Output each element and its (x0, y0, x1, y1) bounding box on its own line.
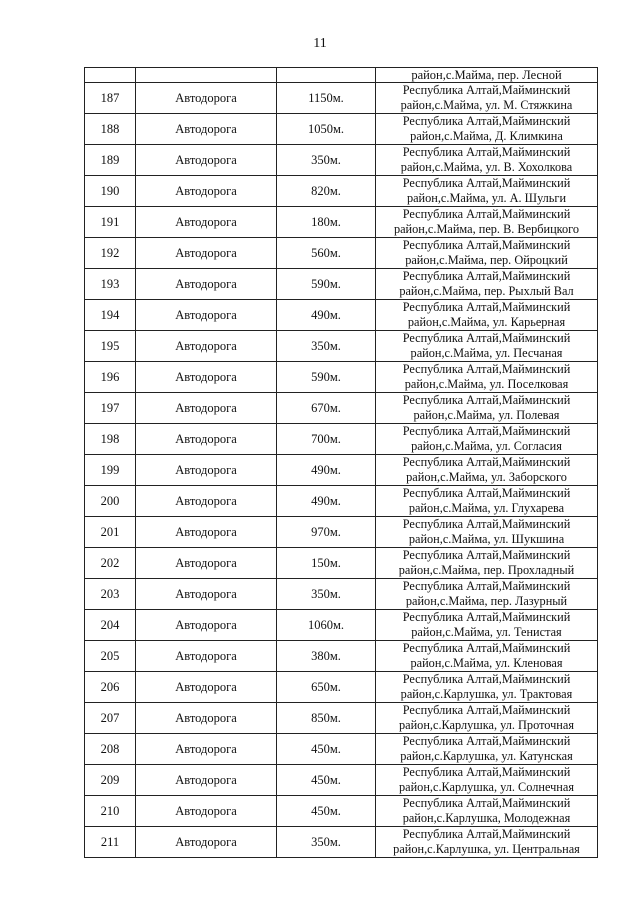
table-row (85, 517, 598, 548)
table-row (85, 765, 598, 796)
address-line: район,с.Карлушка, ул. Центральная (393, 842, 580, 856)
address-line: Республика Алтай,Майминский (402, 114, 571, 128)
cell-number: 209 (85, 765, 136, 796)
cell-type: Автодорога (136, 176, 277, 207)
address-line: Республика Алтай,Майминский (402, 610, 571, 624)
cell-type: Автодорога (136, 672, 277, 703)
cell-length: 560м. (277, 238, 376, 269)
table-row (85, 796, 598, 827)
address-line: Республика Алтай,Майминский (402, 83, 571, 97)
address-line: Республика Алтай,Майминский (402, 703, 571, 717)
cell-length: 350м. (277, 827, 376, 858)
page-number: 11 (313, 36, 327, 51)
cell-number: 198 (85, 424, 136, 455)
cell-number: 189 (85, 145, 136, 176)
address-line: район,с.Майма, ул. Полевая (413, 408, 560, 422)
cell-address (376, 796, 598, 827)
address-line: район,с.Майма, пер. Ойроцкий (405, 253, 568, 267)
cell-address (376, 83, 598, 114)
cell-length: 450м. (277, 765, 376, 796)
cell-type: Автодорога (136, 827, 277, 858)
address-line: Республика Алтай,Майминский (402, 455, 571, 469)
address-line: район,с.Майма, ул. М. Стяжкина (400, 98, 573, 112)
address-line: Республика Алтай,Майминский (402, 579, 571, 593)
table-row (85, 548, 598, 579)
cell-address (376, 238, 598, 269)
address-line: Республика Алтай,Майминский (402, 641, 571, 655)
cell-type: Автодорога (136, 362, 277, 393)
cell-number: 201 (85, 517, 136, 548)
cell-length: 670м. (277, 393, 376, 424)
address-line: район,с.Майма, ул. Согласия (411, 439, 562, 453)
cell-number: 193 (85, 269, 136, 300)
cell-address (376, 393, 598, 424)
cell-type: Автодорога (136, 83, 277, 114)
cell-type (136, 68, 277, 83)
cell-address (376, 610, 598, 641)
cell-number: 205 (85, 641, 136, 672)
cell-address (376, 672, 598, 703)
table-row (85, 734, 598, 765)
table-row (85, 703, 598, 734)
table-row (85, 827, 598, 858)
cell-address (376, 145, 598, 176)
cell-address (376, 300, 598, 331)
address-line: Республика Алтай,Майминский (402, 207, 571, 221)
cell-address (376, 734, 598, 765)
table-row (85, 114, 598, 145)
address-line: Республика Алтай,Майминский (402, 424, 571, 438)
cell-type: Автодорога (136, 455, 277, 486)
cell-length: 1150м. (277, 83, 376, 114)
cell-length (277, 68, 376, 83)
table-body (85, 68, 598, 858)
address-line: район,с.Майма, ул. В. Хохолкова (400, 160, 573, 174)
address-line: район,с.Майма, ул. Тенистая (411, 625, 562, 639)
cell-number: 210 (85, 796, 136, 827)
address-line: район,с.Майма, ул. Заборского (406, 470, 567, 484)
cell-address (376, 703, 598, 734)
cell-number: 191 (85, 207, 136, 238)
cell-length: 180м. (277, 207, 376, 238)
address-line: Республика Алтай,Майминский (402, 176, 571, 190)
cell-length: 590м. (277, 362, 376, 393)
cell-address (376, 641, 598, 672)
cell-address (376, 176, 598, 207)
table-row (85, 424, 598, 455)
cell-address (376, 424, 598, 455)
address-line: район,с.Майма, ул. Шукшина (408, 532, 565, 546)
cell-type: Автодорога (136, 579, 277, 610)
cell-type: Автодорога (136, 796, 277, 827)
address-line: район,с.Карлушка, ул. Катунская (400, 749, 573, 763)
address-line: Республика Алтай,Майминский (402, 672, 571, 686)
cell-length: 350м. (277, 331, 376, 362)
table-row (85, 300, 598, 331)
table-row (85, 269, 598, 300)
cell-length: 450м. (277, 734, 376, 765)
address-line: Республика Алтай,Майминский (402, 145, 571, 159)
cell-length: 970м. (277, 517, 376, 548)
address-line: Республика Алтай,Майминский (402, 362, 571, 376)
cell-type: Автодорога (136, 207, 277, 238)
cell-address (376, 548, 598, 579)
cell-type: Автодорога (136, 703, 277, 734)
table-row (85, 641, 598, 672)
cell-address (376, 269, 598, 300)
address-line: район,с.Карлушка, ул. Проточная (399, 718, 574, 732)
table-row (85, 145, 598, 176)
cell-number: 192 (85, 238, 136, 269)
cell-length: 820м. (277, 176, 376, 207)
address-line: район,с.Майма, ул. Карьерная (407, 315, 566, 329)
cell-length: 490м. (277, 300, 376, 331)
table-row (85, 83, 598, 114)
address-line: район,с.Карлушка, ул. Солнечная (399, 780, 574, 794)
table-row-continuation (85, 68, 598, 83)
address-line: Республика Алтай,Майминский (402, 796, 571, 810)
cell-number: 202 (85, 548, 136, 579)
cell-length: 590м. (277, 269, 376, 300)
table-row (85, 455, 598, 486)
cell-number: 195 (85, 331, 136, 362)
address-line: Республика Алтай,Майминский (402, 393, 571, 407)
cell-address (376, 486, 598, 517)
table-row (85, 610, 598, 641)
cell-address (376, 114, 598, 145)
cell-address (376, 517, 598, 548)
cell-number: 199 (85, 455, 136, 486)
address-line: Республика Алтай,Майминский (402, 517, 571, 531)
cell-type: Автодорога (136, 114, 277, 145)
cell-number: 200 (85, 486, 136, 517)
cell-type: Автодорога (136, 548, 277, 579)
address-line: Республика Алтай,Майминский (402, 548, 571, 562)
table-row (85, 672, 598, 703)
table-row (85, 362, 598, 393)
cell-number: 204 (85, 610, 136, 641)
cell-number: 206 (85, 672, 136, 703)
cell-address (376, 207, 598, 238)
cell-type: Автодорога (136, 765, 277, 796)
table-row (85, 393, 598, 424)
table-row (85, 579, 598, 610)
cell-address (376, 765, 598, 796)
address-line: Республика Алтай,Майминский (402, 238, 571, 252)
cell-type: Автодорога (136, 610, 277, 641)
address-line: район,с.Майма, ул. Песчаная (410, 346, 563, 360)
cell-length: 450м. (277, 796, 376, 827)
cell-address (376, 331, 598, 362)
cell-number: 197 (85, 393, 136, 424)
cell-type: Автодорога (136, 331, 277, 362)
table-row (85, 238, 598, 269)
cell-length: 490м. (277, 486, 376, 517)
cell-type: Автодорога (136, 517, 277, 548)
table-row (85, 486, 598, 517)
address-line: район,с.Майма, ул. Глухарева (408, 501, 565, 515)
cell-length: 350м. (277, 579, 376, 610)
cell-type: Автодорога (136, 145, 277, 176)
cell-number: 203 (85, 579, 136, 610)
cell-length: 1060м. (277, 610, 376, 641)
cell-type: Автодорога (136, 300, 277, 331)
address-line: район,с.Карлушка, ул. Трактовая (400, 687, 573, 701)
cell-type: Автодорога (136, 424, 277, 455)
cell-address (376, 579, 598, 610)
cell-address (376, 362, 598, 393)
cell-length: 150м. (277, 548, 376, 579)
road-registry-table (84, 67, 598, 858)
cell-number: 188 (85, 114, 136, 145)
cell-number: 190 (85, 176, 136, 207)
address-line: Республика Алтай,Майминский (402, 765, 571, 779)
address-line: район,с.Майма, пер. В. Вербицкого (393, 222, 580, 236)
cell-number: 211 (85, 827, 136, 858)
address-line: район,с.Майма, ул. А. Шульги (406, 191, 567, 205)
address-line: район,с.Карлушка, Молодежная (402, 811, 571, 825)
address-line: Республика Алтай,Майминский (402, 486, 571, 500)
address-line: Республика Алтай,Майминский (402, 734, 571, 748)
cell-number: 208 (85, 734, 136, 765)
cell-type: Автодорога (136, 393, 277, 424)
address-line: район,с.Майма, ул. Поселковая (404, 377, 569, 391)
table-row (85, 176, 598, 207)
cell-type: Автодорога (136, 641, 277, 672)
cell-type: Автодорога (136, 486, 277, 517)
cell-number: 187 (85, 83, 136, 114)
table-row (85, 331, 598, 362)
cell-length: 350м. (277, 145, 376, 176)
address-line: район,с.Майма, Д. Климкина (410, 129, 563, 143)
address-line: район,с.Майма, пер. Лазурный (405, 594, 568, 608)
cell-length: 700м. (277, 424, 376, 455)
cell-length: 650м. (277, 672, 376, 703)
cell-number (85, 68, 136, 83)
cell-length: 380м. (277, 641, 376, 672)
address-line: район,с.Майма, пер. Рыхлый Вал (399, 284, 574, 298)
address-line: Республика Алтай,Майминский (402, 300, 571, 314)
cell-number: 196 (85, 362, 136, 393)
cell-length: 1050м. (277, 114, 376, 145)
cell-type: Автодорога (136, 269, 277, 300)
address-line: Республика Алтай,Майминский (402, 269, 571, 283)
cell-type: Автодорога (136, 238, 277, 269)
address-line: район,с.Майма, ул. Кленовая (410, 656, 563, 670)
table-row (85, 207, 598, 238)
cell-address (376, 827, 598, 858)
address-line: Республика Алтай,Майминский (402, 827, 571, 841)
cell-type: Автодорога (136, 734, 277, 765)
address-line: район,с.Майма, пер. Прохладный (398, 563, 575, 577)
cell-number: 207 (85, 703, 136, 734)
cell-address: район,с.Майма, пер. Лесной (376, 68, 598, 83)
cell-address (376, 455, 598, 486)
address-line: Республика Алтай,Майминский (402, 331, 571, 345)
cell-length: 850м. (277, 703, 376, 734)
cell-length: 490м. (277, 455, 376, 486)
cell-number: 194 (85, 300, 136, 331)
